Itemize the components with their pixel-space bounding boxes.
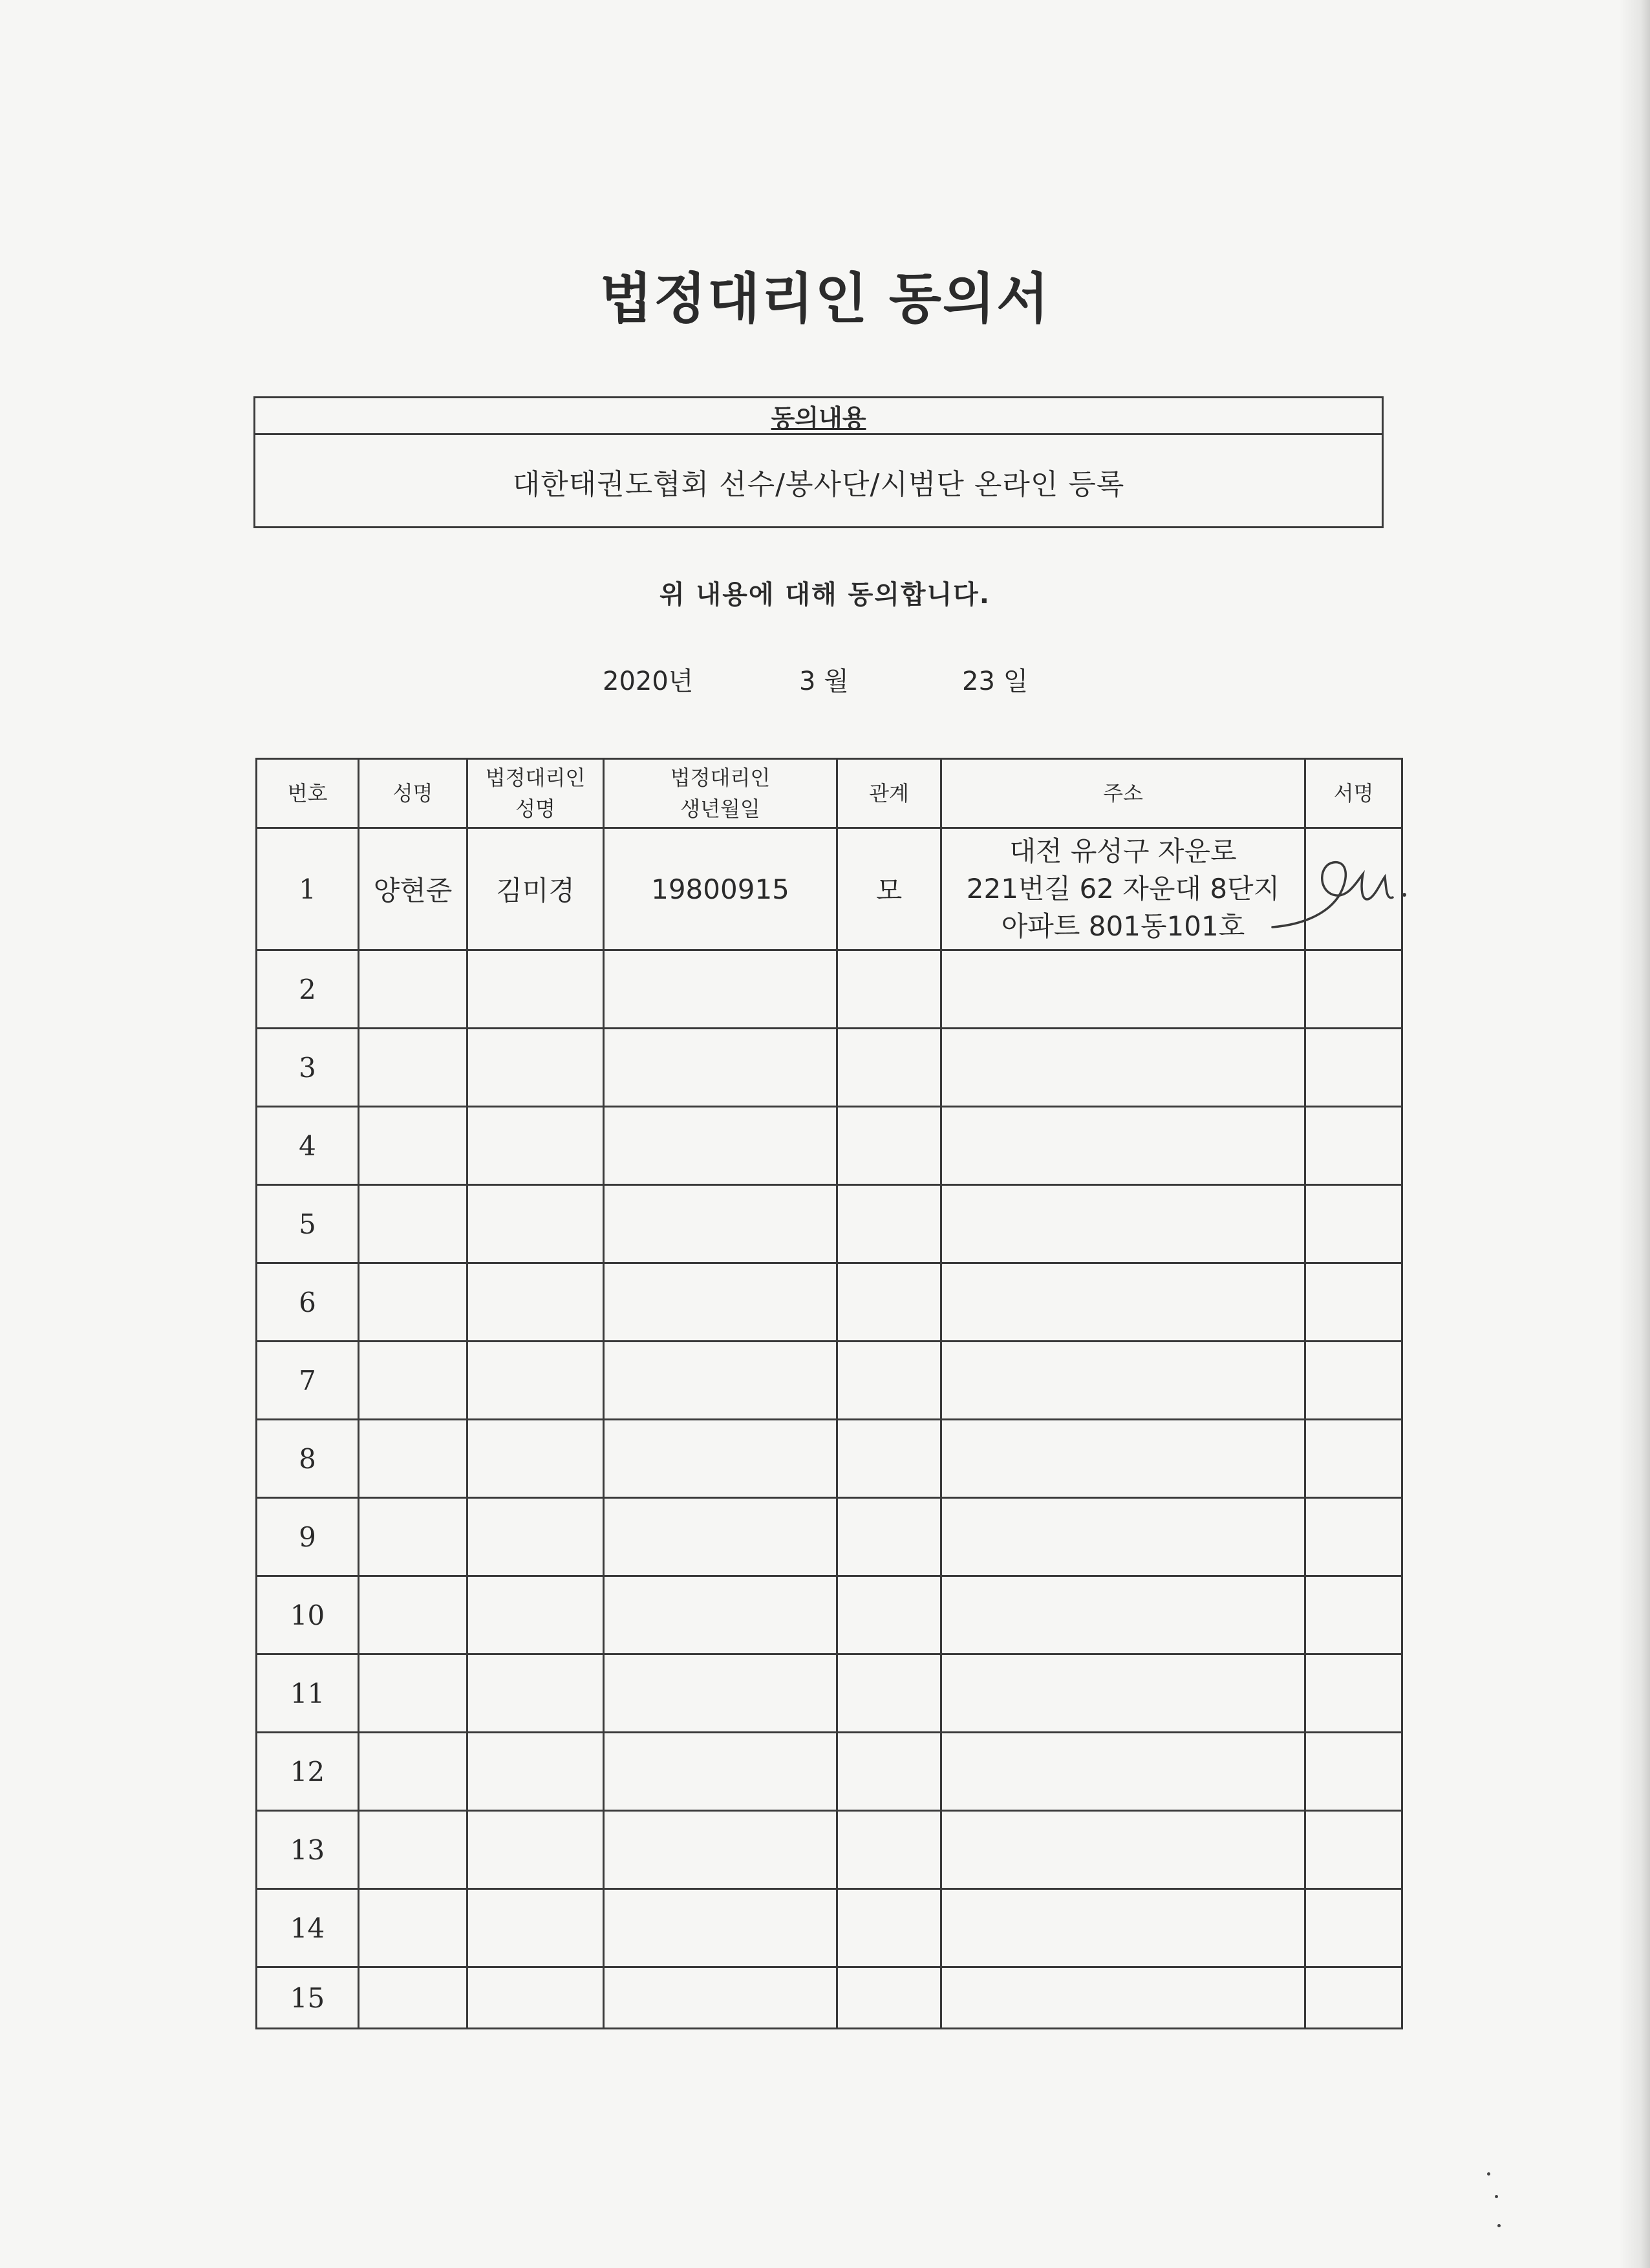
scan-speck: [1495, 2195, 1498, 2198]
table-row: [257, 1420, 1402, 1498]
row-number: 4: [257, 1107, 359, 1185]
address-line1: 대전 유성구 자운로: [1009, 835, 1237, 867]
empty-cell: [837, 1342, 941, 1420]
row-number: 15: [257, 1967, 359, 2029]
empty-cell: [359, 1029, 467, 1107]
empty-cell: [837, 1498, 941, 1576]
empty-cell: [467, 1654, 604, 1733]
header-signature: 서명: [1305, 759, 1402, 828]
table-row: [257, 950, 1402, 1029]
empty-cell: [604, 1733, 837, 1811]
empty-cell: [1305, 950, 1402, 1029]
empty-cell: [1305, 1576, 1402, 1654]
row-number: 13: [257, 1811, 359, 1889]
empty-cell: [604, 1107, 837, 1185]
empty-cell: [1305, 1107, 1402, 1185]
empty-cell: [837, 1029, 941, 1107]
empty-cell: [941, 1107, 1305, 1185]
row-number: 10: [257, 1576, 359, 1654]
empty-cell: [1305, 1029, 1402, 1107]
empty-cell: [604, 1498, 837, 1576]
empty-cell: [467, 1263, 604, 1342]
scan-speck: [1487, 2172, 1490, 2176]
row-number: 5: [257, 1185, 359, 1263]
empty-cell: [604, 950, 837, 1029]
address-line2: 221번길 62 자운대 8단지: [966, 873, 1280, 904]
header-guardian-name: [467, 759, 604, 828]
empty-cell: [837, 1889, 941, 1967]
empty-cell: [941, 950, 1305, 1029]
empty-cell: [941, 1733, 1305, 1811]
header-guardian-name-line2: 성명: [515, 797, 555, 821]
scan-speck: [1497, 2224, 1501, 2227]
empty-cell: [837, 1733, 941, 1811]
empty-cell: [604, 1029, 837, 1107]
row-number: 11: [257, 1654, 359, 1733]
scan-edge-shadow: [1619, 0, 1650, 2268]
handwritten-signature: [1266, 835, 1447, 939]
row-number: 6: [257, 1263, 359, 1342]
document-title: 법정대리인 동의서: [599, 267, 1051, 330]
empty-cell: [467, 1029, 604, 1107]
empty-cell: [837, 1576, 941, 1654]
empty-cell: [1305, 1498, 1402, 1576]
empty-cell: [1305, 1889, 1402, 1967]
empty-cell: [1305, 1185, 1402, 1263]
empty-cell: [1305, 1420, 1402, 1498]
table-row: [257, 1498, 1402, 1576]
header-guardian-birth-line2: 생년월일: [680, 797, 760, 821]
empty-cell: [1305, 1967, 1402, 2029]
empty-cell: [467, 1185, 604, 1263]
row-number: 1: [257, 828, 359, 950]
empty-cell: [604, 1576, 837, 1654]
header-name: 성명: [359, 759, 467, 828]
row-number: 8: [257, 1420, 359, 1498]
empty-cell: [604, 1889, 837, 1967]
table-row: [257, 1185, 1402, 1263]
empty-cell: [941, 1185, 1305, 1263]
consent-box: [253, 396, 1384, 528]
header-guardian-birth: [604, 759, 837, 828]
header-address: 주소: [941, 759, 1305, 828]
empty-cell: [941, 1576, 1305, 1654]
empty-cell: [467, 950, 604, 1029]
row-number: 7: [257, 1342, 359, 1420]
empty-cell: [941, 1498, 1305, 1576]
signature-cell: [1305, 828, 1402, 950]
empty-cell: [359, 1889, 467, 1967]
empty-cell: [1305, 1733, 1402, 1811]
empty-cell: [1305, 1654, 1402, 1733]
guardian-table: [255, 758, 1403, 2029]
empty-cell: [467, 1342, 604, 1420]
empty-cell: [941, 1342, 1305, 1420]
empty-cell: [467, 1733, 604, 1811]
empty-cell: [359, 1654, 467, 1733]
header-no: 번호: [257, 759, 359, 828]
table-row: [257, 1967, 1402, 2029]
empty-cell: [837, 950, 941, 1029]
empty-cell: [837, 1263, 941, 1342]
empty-cell: [467, 1420, 604, 1498]
date-day: 23 일: [962, 667, 1029, 696]
empty-cell: [359, 1576, 467, 1654]
empty-cell: [604, 1420, 837, 1498]
empty-cell: [837, 1420, 941, 1498]
empty-cell: [1305, 1811, 1402, 1889]
date-year: 2020년: [603, 667, 694, 696]
empty-cell: [604, 1263, 837, 1342]
empty-cell: [359, 1733, 467, 1811]
empty-cell: [359, 1185, 467, 1263]
empty-cell: [467, 1576, 604, 1654]
empty-cell: [359, 1342, 467, 1420]
table-header-row: [257, 759, 1402, 828]
empty-cell: [941, 1967, 1305, 2029]
guardian-name: 김미경: [467, 828, 604, 950]
table-row: [257, 828, 1402, 950]
row-number: 2: [257, 950, 359, 1029]
empty-cell: [941, 1263, 1305, 1342]
table-row: [257, 1733, 1402, 1811]
empty-cell: [604, 1967, 837, 2029]
row-number: 9: [257, 1498, 359, 1576]
empty-cell: [941, 1029, 1305, 1107]
empty-cell: [604, 1342, 837, 1420]
table-row: [257, 1654, 1402, 1733]
empty-cell: [604, 1811, 837, 1889]
participant-name: 양현준: [359, 828, 467, 950]
empty-cell: [359, 1967, 467, 2029]
header-relation: 관계: [837, 759, 941, 828]
empty-cell: [837, 1654, 941, 1733]
table-row: [257, 1263, 1402, 1342]
row-number: 14: [257, 1889, 359, 1967]
date-month: 3 월: [799, 667, 849, 696]
header-guardian-name-line1: 법정대리인: [485, 765, 586, 790]
empty-cell: [941, 1811, 1305, 1889]
address: [941, 828, 1305, 950]
empty-cell: [359, 1107, 467, 1185]
empty-cell: [1305, 1263, 1402, 1342]
empty-cell: [467, 1967, 604, 2029]
empty-cell: [359, 1498, 467, 1576]
empty-cell: [359, 1263, 467, 1342]
empty-cell: [837, 1967, 941, 2029]
empty-cell: [837, 1185, 941, 1263]
empty-cell: [837, 1811, 941, 1889]
relation: 모: [837, 828, 941, 950]
empty-cell: [1305, 1342, 1402, 1420]
empty-cell: [837, 1107, 941, 1185]
empty-cell: [467, 1107, 604, 1185]
empty-cell: [359, 1811, 467, 1889]
empty-cell: [604, 1185, 837, 1263]
empty-cell: [467, 1811, 604, 1889]
consent-header: 동의내용: [255, 398, 1382, 435]
empty-cell: [941, 1889, 1305, 1967]
empty-cell: [604, 1654, 837, 1733]
table-row: [257, 1811, 1402, 1889]
row-number: 3: [257, 1029, 359, 1107]
empty-cell: [941, 1654, 1305, 1733]
consent-text: 대한태권도협회 선수/봉사단/시범단 온라인 등록: [512, 468, 1125, 501]
table-row: [257, 1576, 1402, 1654]
empty-cell: [467, 1498, 604, 1576]
empty-cell: [359, 950, 467, 1029]
empty-cell: [467, 1889, 604, 1967]
table-row: [257, 1029, 1402, 1107]
guardian-birthdate: 19800915: [604, 828, 837, 950]
empty-cell: [941, 1420, 1305, 1498]
table-row: [257, 1342, 1402, 1420]
agreement-statement: 위 내용에 대해 동의합니다.: [659, 580, 991, 610]
address-line3: 아파트 801동101호: [1001, 910, 1245, 942]
empty-cell: [359, 1420, 467, 1498]
header-guardian-birth-line1: 법정대리인: [670, 765, 771, 790]
row-number: 12: [257, 1733, 359, 1811]
table-row: [257, 1889, 1402, 1967]
table-row: [257, 1107, 1402, 1185]
